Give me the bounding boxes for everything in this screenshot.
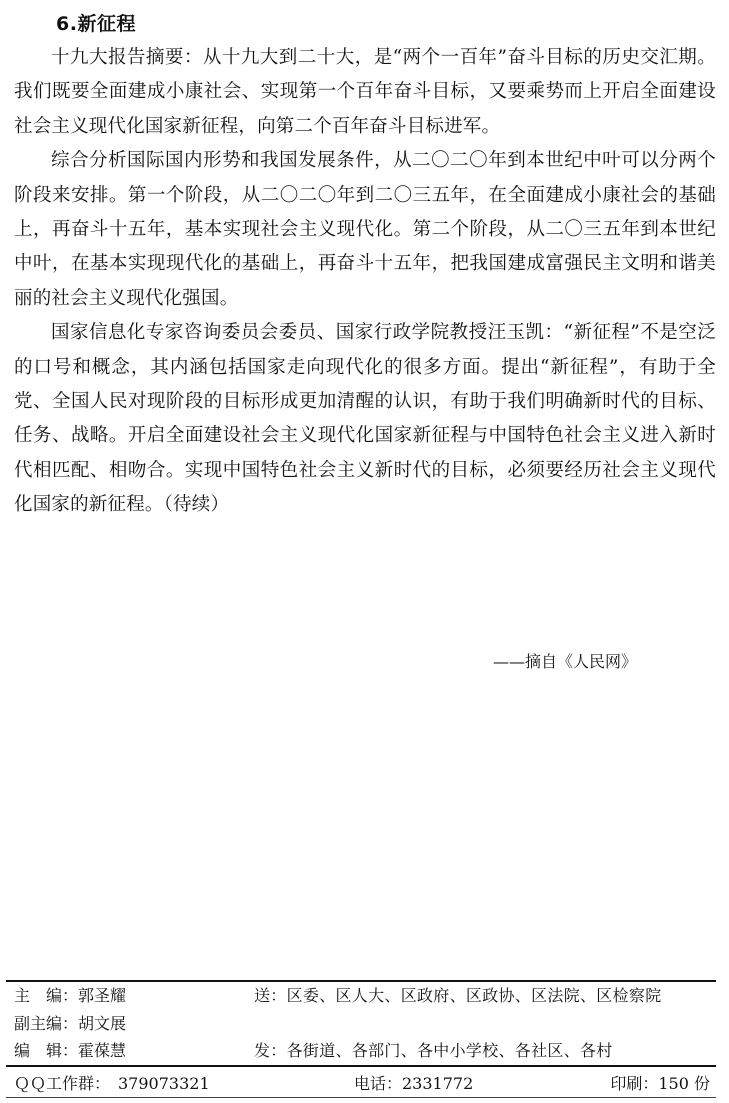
qq-group: ＱＱ工作群： 379073321 xyxy=(14,1074,210,1093)
paragraph-two-stages: 综合分析国际国内形势和我国发展条件，从二〇二〇年到本世纪中叶可以分两个阶段来安排。第一个阶段，从二〇二〇年到二〇三五年，在全面建成小康社会的基础上，再奋斗十五年，基本实现社会主义现代化。第二个阶段，从二〇三五年到本世纪中叶，在基本实现现代化的基础上，再奋斗十五年，把我国建成富强民主文明和谐美丽的社会主义现代化强国。 xyxy=(14,150,716,309)
send-to-list: 送：区委、区人大、区政府、区政协、区法院、区检察院 xyxy=(254,986,662,1005)
source-attribution: ——摘自《人民网》 xyxy=(492,652,637,671)
footer-row xyxy=(6,1037,716,1065)
phone-number: 电话：2331772 xyxy=(354,1074,474,1093)
article-body xyxy=(14,41,716,523)
contact-line xyxy=(6,1071,716,1098)
deputy-editor: 副主编：胡文展 xyxy=(14,1013,127,1033)
footer-row xyxy=(6,1010,716,1038)
distribute-to-list: 发：各街道、各部门、各中小学校、各社区、各村 xyxy=(254,1041,613,1060)
print-count: 印刷：150 份 xyxy=(610,1074,710,1093)
masthead-footer xyxy=(6,980,716,1067)
footer-row xyxy=(6,982,716,1010)
paragraph-report-summary: 十九大报告摘要：从十九大到二十大，是“两个一百年”奋斗目标的历史交汇期。我们既要全面建成小康社会、实现第一个百年奋斗目标，又要乘势而上开启全面建设社会主义现代化国家新征程，向第二个百年奋斗目标进军。 xyxy=(14,47,716,137)
chief-editor: 主 编：郭圣耀 xyxy=(14,986,127,1005)
section-heading: 6.新征程 xyxy=(56,13,136,35)
editor: 编 辑：霍葆慧 xyxy=(14,1041,127,1060)
paragraph-expert-comment: 国家信息化专家咨询委员会委员、国家行政学院教授汪玉凯：“新征程”不是空泛的口号和概念，其内涵包括国家走向现代化的很多方面。提出“新征程”，有助于全党、全国人民对现阶段的目标形成更加清醒的认识，有助于我们明确新时代的目标、任务、战略。开启全面建设社会主义现代化国家新征程与中国特色社会主义进入新时代相匹配、相吻合。实现中国特色社会主义新时代的目标，必须要经历社会主义现代化国家的新征程。（待续） xyxy=(14,322,716,516)
